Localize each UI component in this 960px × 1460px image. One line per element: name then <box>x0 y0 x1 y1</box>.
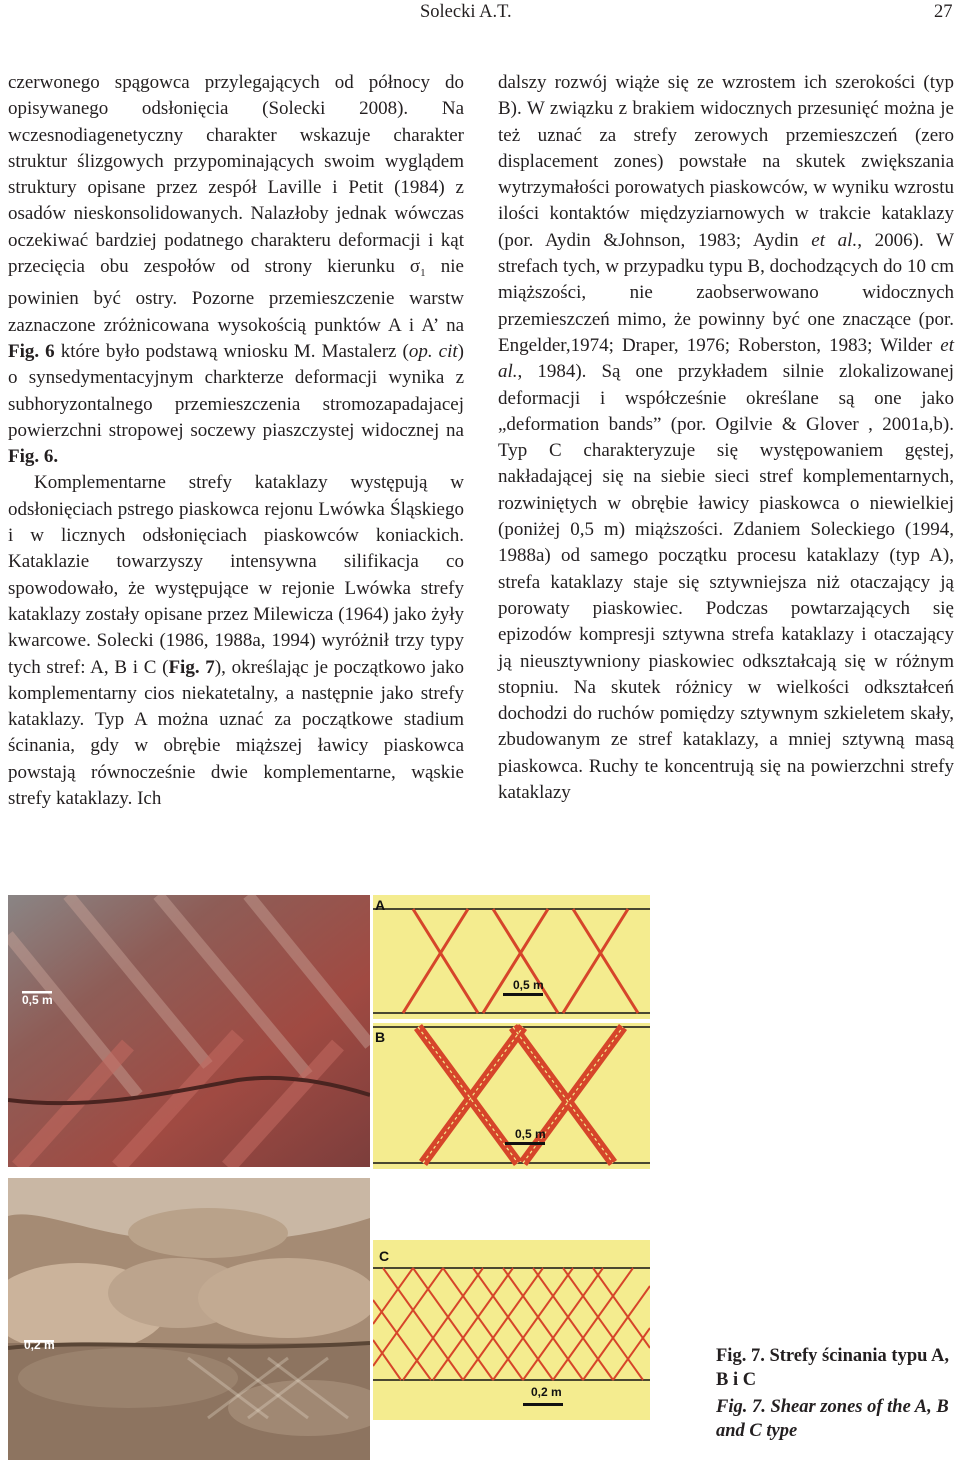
running-header <box>0 2 960 26</box>
sketch-type-a <box>373 895 650 1019</box>
header-author: Solecki A.T. <box>420 2 512 22</box>
sketch-type-b <box>373 1023 650 1169</box>
page-number: 27 <box>934 2 953 22</box>
shear-zone-sketch-a <box>373 895 650 1019</box>
right-text-column <box>498 70 954 806</box>
sandstone-photo-c <box>8 1178 370 1460</box>
paragraph-1: czerwonego spągowca przylegających od północy do opisywanego odsłonięcia (Solecki 2008). Na wczesnodiagenetyczny charakter wskazuje charakter struktur ślizgowych przypominających swoim wyglądem struktury opisane przez zespół Laville i Petit (1984) z osadów nieskonsolidowanych. Nalazłoby jednak wówczas oczekiwać bardziej podatnego charakteru deformacji i kąt przecięcia obu zespołów od strony kierunku $\sigma_1$ nie powinien być ostry. Pozorne przemieszczenie warstw zaznaczone zróżnicowana wysokością punktów A i A’ na Fig. 6 które było podstawą wniosku M. Mastalerz (op. cit) o synsedymentacyjnym charkterze deformacji wynika z subhoryzontalnego przemieszczenia stromozapadajacej powierzchni stropowej soczewy piaszczystej widocznej na Fig. 6. <box>8 72 464 468</box>
op-cit: op. cit <box>408 340 458 362</box>
et-al: et al. <box>811 229 858 251</box>
shear-zone-sketch-c <box>373 1240 650 1420</box>
panel-letter-b: B <box>375 1029 386 1045</box>
panel-letter-a: A <box>375 897 386 913</box>
panel-letter-c: C <box>379 1248 390 1264</box>
sandstone-photo-ab <box>8 895 370 1167</box>
fig-reference: Fig. 7 <box>168 656 215 678</box>
paragraph-2: Komplementarne strefy kataklazy występują w odsłonięciach pstrego piaskowca rejonu Lwówka Śląskiego i w licznych odsłonięciach piaskowców koniackich. Kataklazie towarzyszy intensywna silifikacja co spowodowało, że występujące w rejonie Lwówka strefy kataklazy zostały opisane przez Milewicza (1964) jako żyły kwarcowe. Solecki (1986, 1988a, 1994) wyróżnił trzy typy tych stref: A, B i C (Fig. 7), określając je początkowo jako komplementarny cios niekatetalny, a następnie jako strefy kataklazy. Typ A można uznać za początkowe stadium ścinania, gdy w obrębie miąższej ławicy piaskowca powstają równocześnie dwie komplementarne, wąskie strefy kataklazy. Ich <box>8 472 464 810</box>
caption-polish: Fig. 7. Strefy ścinania typu A, B i C <box>716 1346 949 1390</box>
fig-reference: Fig. 6. <box>8 446 59 468</box>
sketch-scale-label: 0,5 m <box>513 978 544 992</box>
figure-caption <box>716 1344 960 1443</box>
left-text-column <box>8 70 464 812</box>
fig-reference: Fig. 6 <box>8 340 55 362</box>
shear-zone-sketch-b <box>373 1023 650 1169</box>
sketch-type-c <box>373 1240 650 1420</box>
photo-types-a-b <box>8 895 370 1167</box>
et-al: et al. <box>498 334 954 383</box>
photo-type-c <box>8 1178 370 1460</box>
sketch-scale-label: 0,5 m <box>515 1127 546 1141</box>
photo-scale-label: 0,5 m <box>22 993 53 1007</box>
paragraph-3: dalszy rozwój wiąże się ze wzrostem ich szerokości (typ B). W związku z brakiem widocznych przesunięć można je też uznać za strefy zerowych przemieszczeń (zero displacement zones) powstałe na skutek zwiększania wytrzymałości porowatych piaskowców, w wyniku wzrostu ilości kontaktów międzyziarnowych w trakcie kataklazy (por. Aydin &Johnson, 1983; Aydin et al., 2006). W strefach tych, w przypadku typu B, dochodzących do 10 cm miąższości, nie zaobserwowano widocznych przemieszczeń mimo, że powinny być one znaczące (por. Engelder,1974; Draper, 1976; Roberston, 1983; Wilder et al., 1984). Są one przykładem silnie zlokalizowanej deformacji i współcześnie określane są one jako „deformation bands” (por. Ogilvie & Glover , 2001a,b). Typ C charakteryzuje się występowaniem gęstej, nakładającej się na siebie sieci stref komplementarnych, rozwiniętych w obrębie ławicy piaskowca o niewielkiej (poniżej 0,5 m) miąższości. Zdaniem Soleckiego (1994, 1988a) od samego początku procesu kataklazy (typ A), strefa kataklazy staje się sztywniejsza niż otaczający ją porowaty piaskowiec. Podczas powtarzających się epizodów kompresji sztywna strefa kataklazy i otaczający ją nieusztywniony piaskowiec odkształcają się w różnym stopniu. Na skutek różnicy w wielkości odkształceń dochodzi do ruchów pomiędzy sztywnym szkieletem skały, zbudowanym ze stref kataklazy, a mniej sztywną masą piaskowca. Ruchy te koncentrują się na powierzchni strefy kataklazy <box>498 72 954 804</box>
sketch-scale-label: 0,2 m <box>531 1385 562 1399</box>
photo-scale-label: 0,2 m <box>24 1338 55 1352</box>
caption-english: Fig. 7. Shear zones of the A, B and C type <box>716 1397 949 1441</box>
sigma-subscript: 1 <box>420 267 426 280</box>
